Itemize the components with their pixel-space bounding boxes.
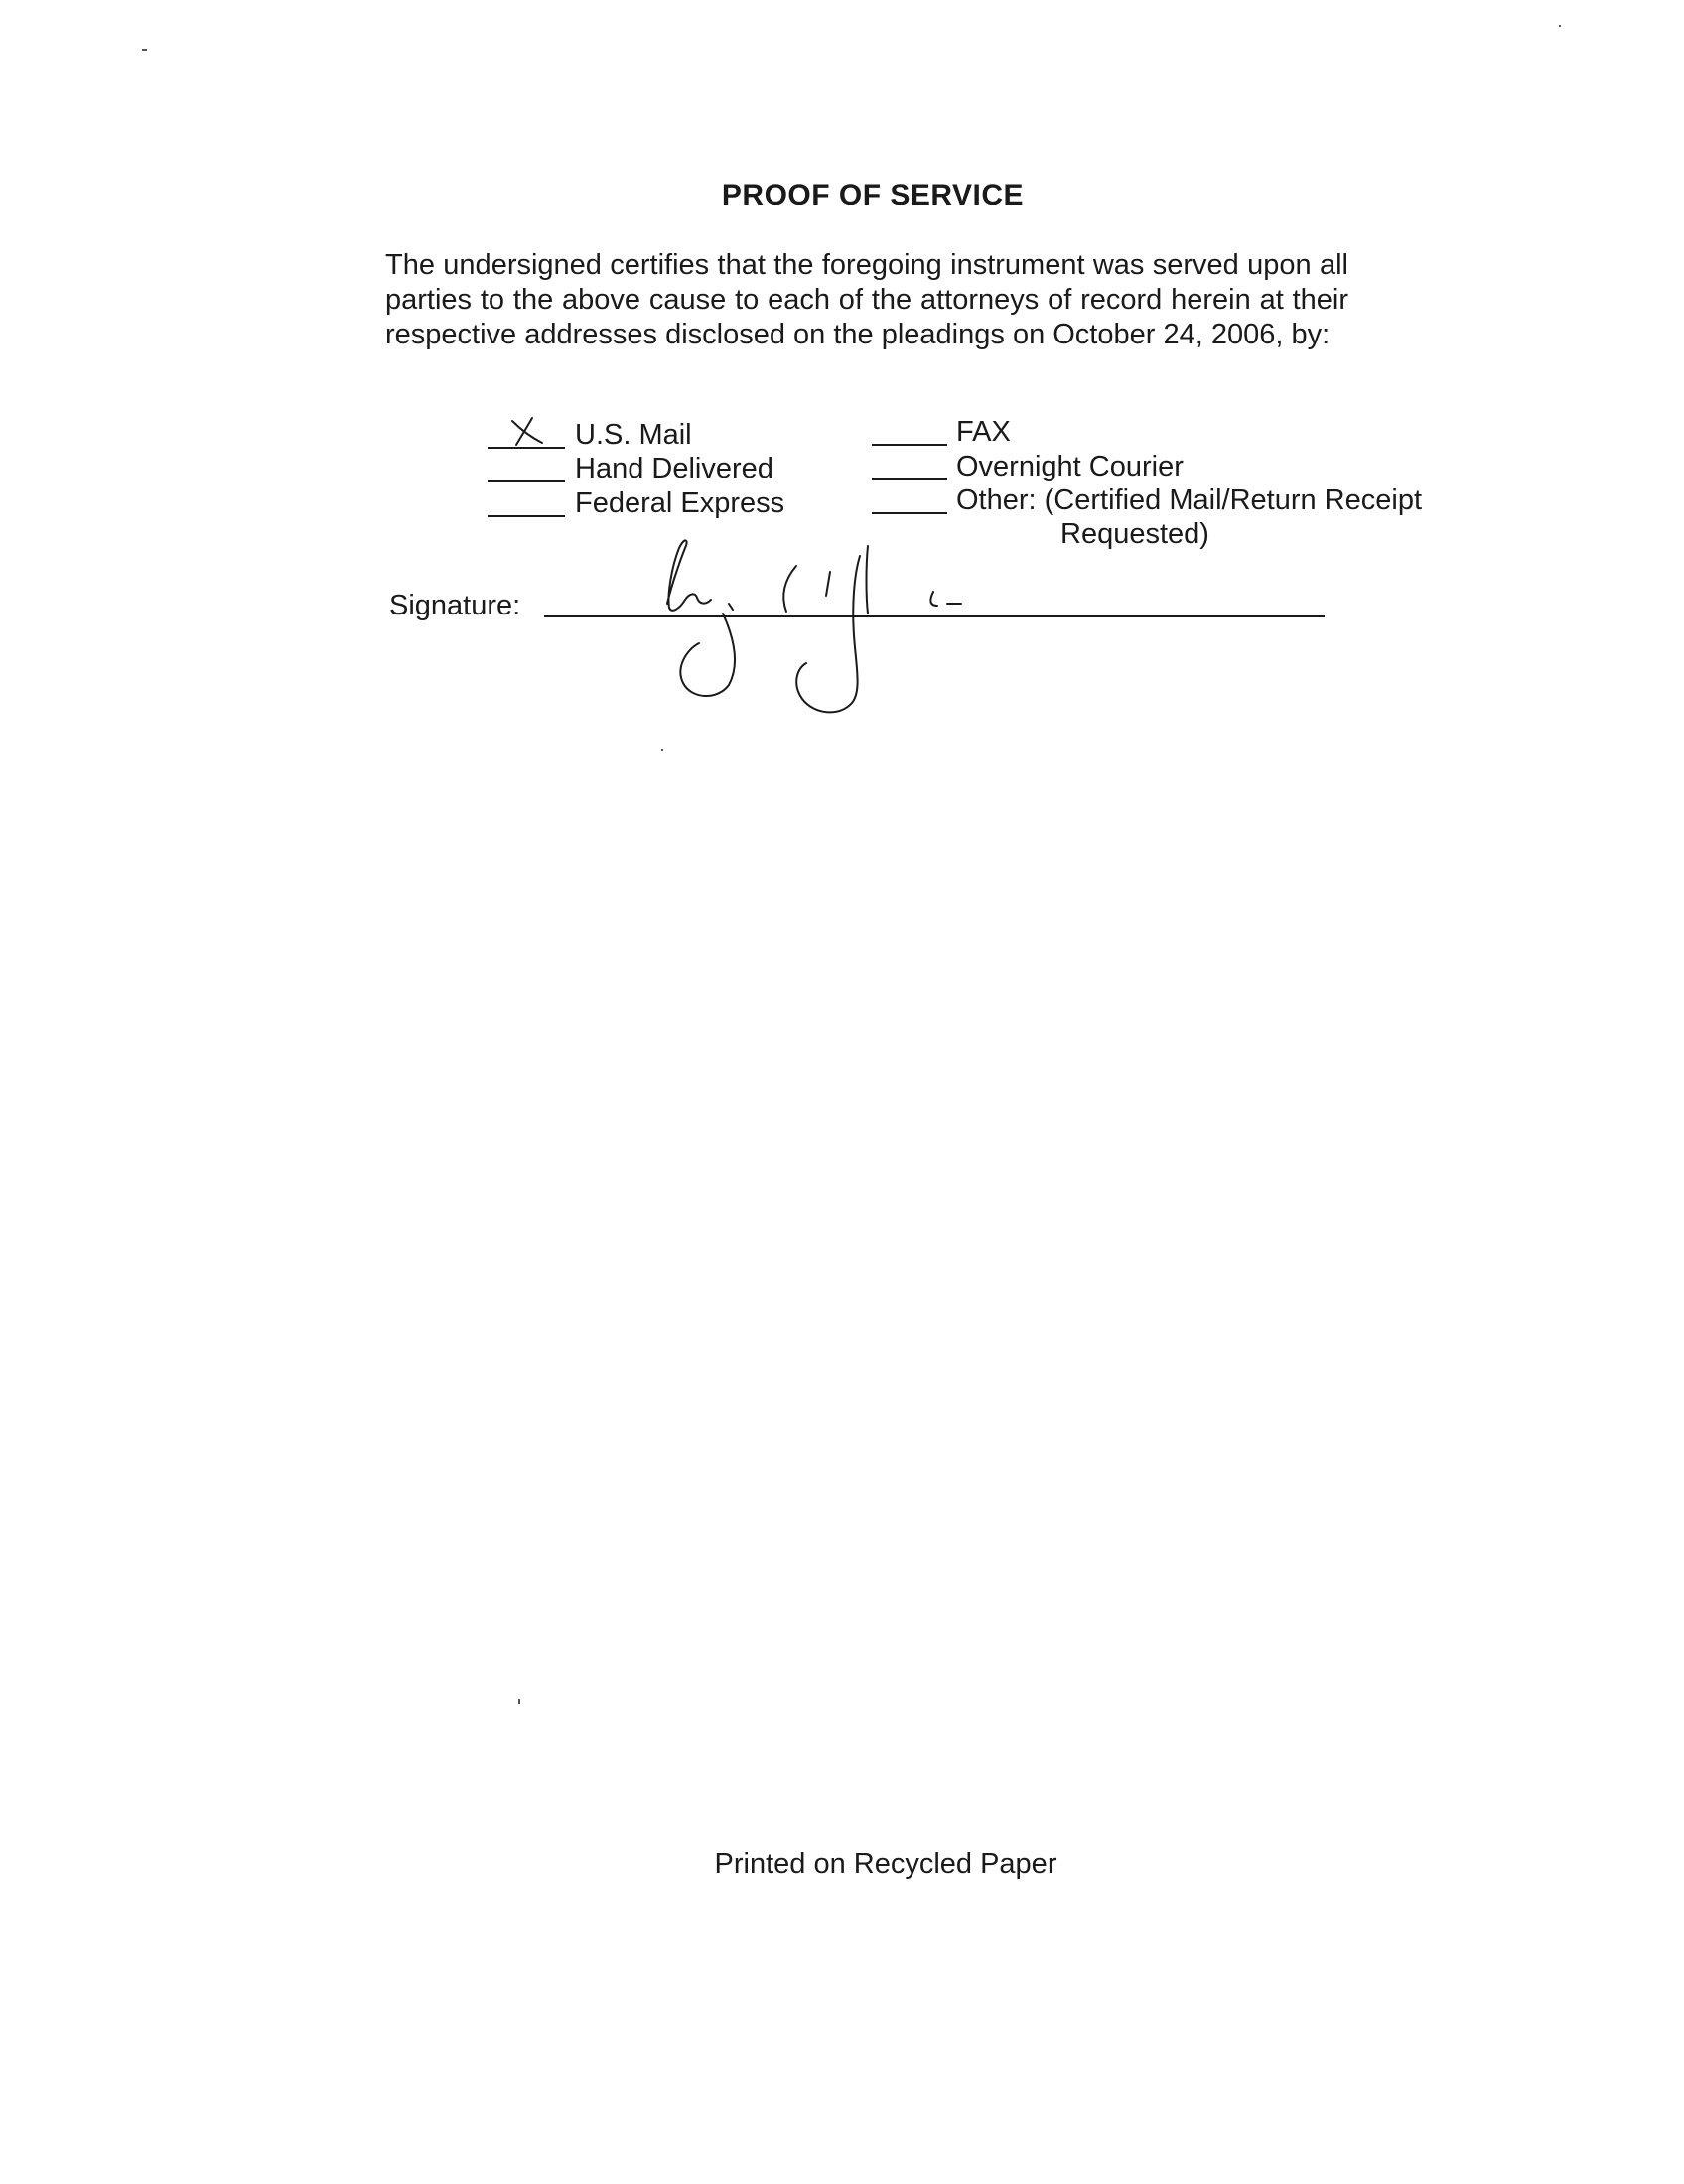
option-us-mail: U.S. Mail	[575, 419, 692, 451]
option-overnight-courier: Overnight Courier	[956, 451, 1184, 482]
scan-speck	[661, 749, 663, 751]
document-title: PROOF OF SERVICE	[721, 179, 1025, 211]
option-other-continuation: Requested)	[1060, 518, 1209, 550]
signature-label: Signature:	[389, 590, 521, 621]
scan-speck	[518, 1699, 520, 1704]
scan-speck	[142, 49, 147, 51]
scan-speck	[1559, 25, 1561, 27]
option-federal-express: Federal Express	[575, 487, 785, 519]
certification-paragraph: The undersigned certifies that the foregoing instrument was served upon all parties to the above cause to each of the attorneys of record herein at their respective addresses disclosed on the pleadings on October 24, 2006, by:	[385, 249, 1348, 350]
footer-recycled-paper: Printed on Recycled Paper	[714, 1848, 1057, 1880]
option-other: Other: (Certified Mail/Return Receipt	[956, 484, 1422, 516]
option-fax: FAX	[956, 416, 1011, 448]
option-hand-delivered: Hand Delivered	[575, 453, 773, 484]
